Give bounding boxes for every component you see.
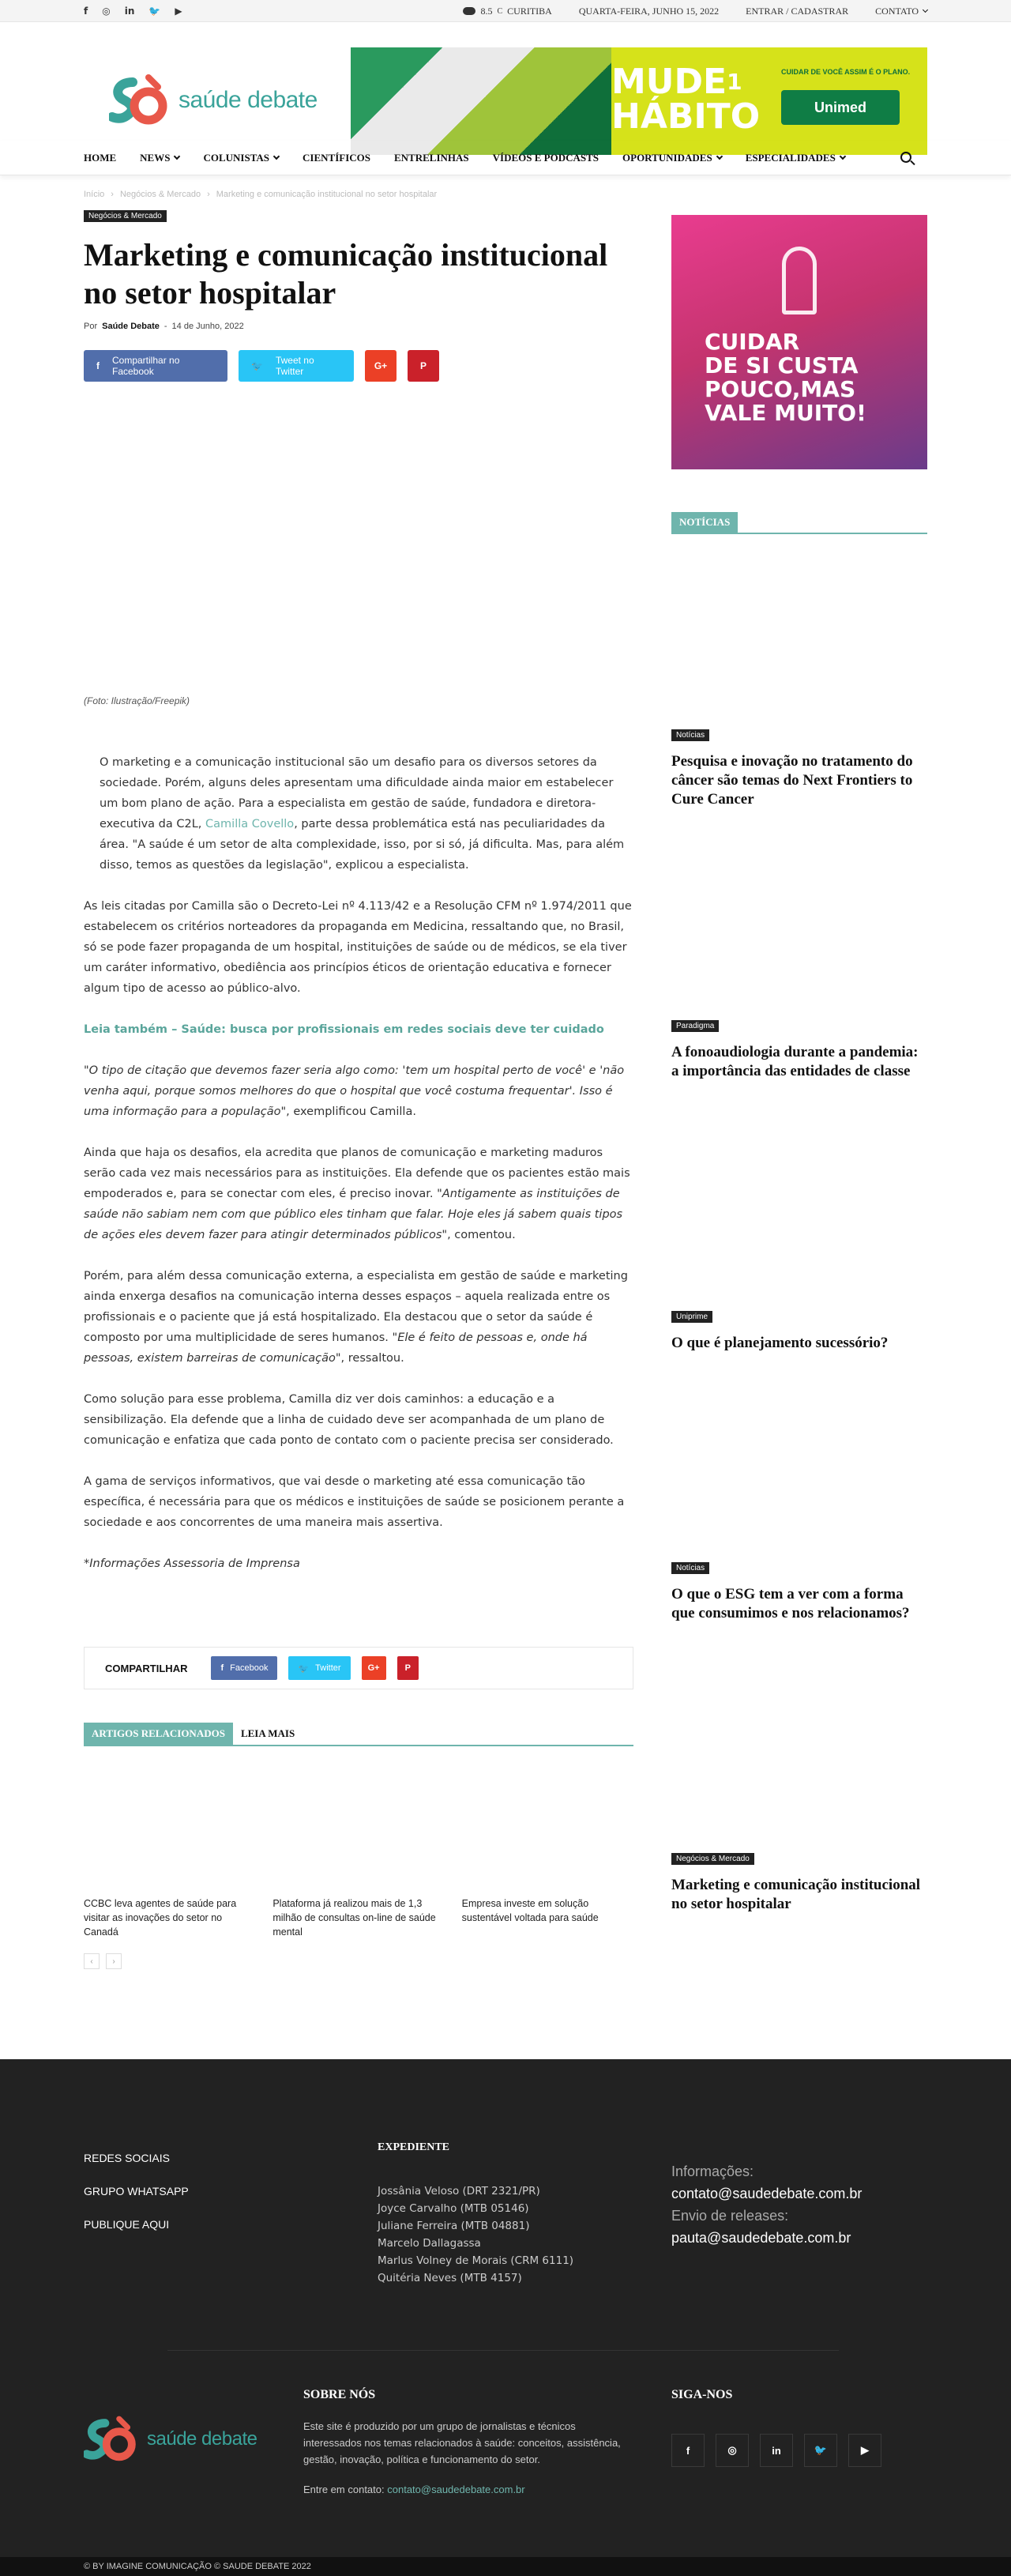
chevron-down-icon (273, 153, 280, 160)
news-item (671, 1018, 927, 1081)
by-label: Por (84, 322, 98, 331)
chevron-down-icon (174, 153, 180, 160)
nav-label: CIENTÍFICOS (303, 152, 370, 164)
article-title: Marketing e comunicação institucional no setor hospitalar (84, 237, 608, 311)
photo-credit: (Foto: Ilustração/Freepik) (84, 695, 190, 706)
twitter-icon: 🐦 (251, 360, 263, 371)
copyright: © BY IMAGINE COMUNICAÇÃO © SAUDE DEBATE 2022 (0, 2557, 1011, 2576)
staff-member: Juliane Ferreira (MTB 04881) (378, 2220, 530, 2232)
text-run: Ainda que haja os desafios, ela acredita que planos de comunicação e marketing maduros serão cada vez mais necessários para as instituições. Ela defende que os pacientes estão mais empoderados e, para se conectar com eles, é preciso inovar. (84, 1147, 630, 1200)
share-fb-label: Facebook (230, 1663, 269, 1673)
paragraph: A gama de serviços informativos, que vai desde o marketing até essa comunicação tão específica, é necessária para que os médicos e instituições de saúde se posicionem perante a sociedade e aos concorrentes de uma maneira mais assertiva. (84, 1475, 625, 1529)
breadcrumb-category[interactable]: Negócios & Mercado (119, 190, 201, 199)
footer-link-social[interactable]: REDES SOCIAIS (84, 2152, 170, 2164)
footer-links (84, 2141, 189, 2241)
google-plus-icon: G+ (367, 1663, 380, 1673)
nav-label: ENTRELINHAS (394, 152, 469, 164)
facebook-icon[interactable]: f (671, 2434, 705, 2467)
meta-separator: - (163, 322, 167, 331)
nav-home[interactable] (84, 152, 116, 164)
twitter-icon[interactable]: 🐦 (804, 2434, 837, 2467)
ad-line: DE SI CUSTA (705, 352, 859, 378)
google-plus-icon: G+ (374, 360, 388, 371)
share-buttons-top (84, 350, 633, 382)
news-item (671, 1560, 927, 1623)
share-google-button[interactable] (365, 350, 397, 382)
nav-label: VÍDEOS E PODCASTS (492, 152, 599, 164)
youtube-icon[interactable]: ▶ (175, 6, 182, 17)
footer-divider (167, 2350, 839, 2351)
share-twitter-button[interactable] (288, 1656, 350, 1680)
instagram-icon[interactable]: ◎ (716, 2434, 749, 2467)
facebook-icon[interactable]: f (84, 6, 88, 17)
about-contact (303, 2484, 635, 2495)
share-pinterest-button[interactable] (408, 350, 439, 382)
about-title: SOBRE NÓS (303, 2388, 376, 2401)
article (84, 190, 633, 1966)
text-run: Porém, para além dessa comunicação externa, a especialista em gestão de saúde e marketing ainda enxerga desafios na comunicação interna desses espaços – aquela realizada entre os profissionais e o paciente que já está hospitalizado. Ela destacou que o setor da saúde é composto por uma multiplicidade de seres humanos. (84, 1270, 628, 1344)
share-tw-label: Twitter (315, 1663, 341, 1673)
contact-email-link[interactable]: contato@saudedebate.com.br (387, 2484, 525, 2495)
logo-text: saúde debate (147, 2428, 257, 2450)
sidebar (671, 215, 927, 1912)
banner-brand: Unimed (781, 90, 900, 125)
next-page-button[interactable]: › (106, 1953, 122, 1969)
paragraph (84, 752, 633, 876)
quote: "Ele é feito de pessoas e, onde há pessoas, existem barreiras de comunicação" (84, 1331, 588, 1365)
logo-mark-icon (84, 2413, 139, 2465)
info-email-link[interactable]: contato@saudedebate.com.br (671, 2186, 863, 2201)
footer-follow (671, 2388, 881, 2467)
site-logo[interactable] (109, 71, 318, 130)
paragraph: Como solução para esse problema, Camilla diz ver dois caminhos: a educação e a sensibilização. Ela defende que a linha de cuidado deve ser acompanhada de um plano de comunicação e enfatiza que cada ponto de contato com o paciente precisa ser considerado. (84, 1393, 614, 1447)
paragraph (84, 1266, 633, 1369)
quote: "O tipo de citação que devemos fazer seria algo como: 'tem um hospital perto de você' e 'não venha aqui, porque somos melhores do que o hospital que você costuma frequentar'. Isso é uma informação para a população" (84, 1064, 625, 1118)
banner-number: 1 (727, 69, 742, 95)
text-run: , ressaltou. (340, 1352, 404, 1365)
staff-member: Marcelo Dallagassa (378, 2237, 481, 2250)
text-run: O marketing e a comunicação institucional são um desafio para os diversos setores da sociedade. Porém, alguns deles apresentam uma dificuldade ainda maior em estabelecer um bom plano de ação. Para a especialista em gestão de saúde, fundadora e diretora-executiva da C2L, (100, 756, 614, 830)
share-facebook-button[interactable] (211, 1656, 277, 1680)
awareness-ribbon-icon (782, 247, 817, 314)
share-facebook-button[interactable] (84, 350, 227, 382)
nav-videos-podcasts[interactable] (493, 152, 599, 164)
text-run: , exemplificou Camilla. (286, 1105, 416, 1118)
site-header (0, 22, 1011, 141)
related-articles (84, 1896, 633, 1939)
instagram-icon[interactable]: ◎ (102, 6, 111, 17)
news-title[interactable]: O que é planejamento sucessório? (671, 1335, 889, 1351)
city: CURITIBA (507, 5, 552, 17)
breadcrumb-current: Marketing e comunicação institucional no setor hospitalar (216, 190, 438, 199)
related-tabs (84, 1723, 633, 1746)
footer-link-whatsapp[interactable]: GRUPO WHATSAPP (84, 2185, 189, 2198)
pinterest-icon: P (419, 360, 427, 371)
top-social-links (84, 6, 182, 17)
nav-label: HOME (84, 152, 117, 164)
widget-title-label: NOTÍCIAS (671, 512, 738, 533)
author-name-link[interactable]: Camilla Covello (205, 818, 295, 830)
releases-label: Envio de releases: (671, 2208, 789, 2224)
footer-expediente (378, 2141, 573, 2287)
share-google-button[interactable] (362, 1656, 386, 1680)
quote: "Antigamente as instituições de saúde não sabiam nem com que público eles tinham que falar. Hoje eles já sabem quais tipos de ações eles devem fazer para atingir determinados públicos" (84, 1188, 623, 1241)
paragraph (84, 1143, 633, 1245)
share-box-bottom (84, 1647, 633, 1689)
staff-member: Quitéria Neves (MTB 4157) (378, 2272, 522, 2284)
ad-line: VALE MUITO! (705, 400, 866, 426)
nav-oportunidades[interactable] (622, 152, 722, 164)
paragraph: As leis citadas por Camilla são o Decreto-Lei nº 4.113/42 e a Resolução CFM nº 1.974/2011 que estabelecem os critérios norteadores da propaganda em Medicina, ressaltando que, no Brasil, só se pode fazer propaganda de um hospital, instituições de saúde ou de médicos, se ela tiver um caráter informativo, obediência aos princípios éticos de orientação educativa e fornecer algum tipo de acesso ao público-alvo. (84, 900, 632, 995)
read-also-link[interactable]: Leia também – Saúde: busca por profissionais em redes sociais deve ter cuidado (84, 1023, 604, 1036)
news-title[interactable]: Pesquisa e inovação no tratamento do câncer são temas do Next Frontiers to Cure Cancer (671, 753, 913, 808)
twitter-icon: 🐦 (298, 1663, 310, 1674)
nav-cientificos[interactable] (303, 152, 370, 164)
logo-text: saúde debate (179, 87, 318, 113)
logo-mark-icon (109, 71, 171, 130)
facebook-icon: f (96, 360, 100, 371)
breadcrumb-separator: › (111, 190, 114, 199)
nav-news[interactable] (140, 152, 179, 164)
nav-colunistas[interactable] (203, 152, 279, 164)
weather-widget (463, 6, 551, 17)
nav-especialidades[interactable] (746, 152, 845, 164)
article-body (84, 752, 633, 1595)
header-ad-banner[interactable] (351, 47, 927, 155)
paragraph (84, 1060, 633, 1122)
related-pager (84, 1953, 122, 1969)
tab-related-articles[interactable]: ARTIGOS RELACIONADOS (84, 1723, 233, 1745)
ad-line: POUCO,MAS (705, 376, 856, 402)
search-icon[interactable] (900, 152, 911, 163)
facebook-icon: f (220, 1663, 224, 1673)
staff-member: Joyce Carvalho (MTB 05146) (378, 2202, 529, 2215)
releases-email-link[interactable]: pauta@saudedebate.com.br (671, 2230, 851, 2246)
breadcrumb (84, 190, 633, 199)
about-text: Este site é produzido por um grupo de jornalistas e técnicos interessados nos temas relacionados à saúde: conceitos, assistência, gestão, inovação, política e funcionamento do setor. (303, 2420, 621, 2465)
text-run: , comentou. (447, 1229, 516, 1241)
chevron-down-icon (716, 153, 722, 160)
contact-menu[interactable] (875, 6, 927, 17)
share-twitter-button[interactable] (239, 350, 354, 382)
ad-line: CUIDAR (705, 329, 800, 355)
cloud-icon (463, 7, 475, 15)
news-title[interactable]: O que o ESG tem a ver com a forma que consumimos e nos relacionamos? (671, 1586, 910, 1621)
related-article[interactable]: Plataforma já realizou mais de 1,3 milhão de consultas on-line de saúde mental (272, 1898, 436, 1938)
top-bar (0, 0, 1011, 22)
linkedin-icon[interactable]: in (124, 6, 135, 17)
pinterest-icon: P (404, 1663, 411, 1673)
footer-about (303, 2388, 635, 2495)
share-fb-label: Compartilhar no Facebook (112, 355, 180, 377)
main-navigation (0, 141, 1011, 175)
footer-contacts (671, 2160, 862, 2249)
follow-title: SIGA-NOS (671, 2388, 733, 2401)
banner-title-line1: MUDE (611, 62, 727, 102)
tab-read-more[interactable]: LEIA MAIS (240, 1727, 295, 1739)
nav-label: OPORTUNIDADES (622, 152, 712, 164)
temperature: 8.5 (480, 5, 493, 17)
author-link[interactable]: Saúde Debate (102, 322, 160, 331)
source-note-text: *Informações Assessoria de Imprensa (84, 1557, 300, 1570)
news-item (671, 1309, 927, 1353)
news-item (671, 1851, 927, 1914)
text-run: , parte dessa problemática está nas peculiaridades da área. "A saúde é um setor de alta complexidade, isso, por si só, já dificulta. Mas, para além disso, temos as questões da legislação", explicou a especialista. (100, 818, 625, 872)
news-widget-title (671, 512, 927, 534)
footer (0, 2059, 1011, 2557)
footer-link-publish[interactable]: PUBLIQUE AQUI (84, 2218, 170, 2231)
staff-member: Jossânia Veloso (DRT 2321/PR) (378, 2185, 540, 2198)
share-label: COMPARTILHAR (105, 1662, 188, 1674)
news-tag[interactable]: Negócios & Mercado (671, 1853, 754, 1865)
login-link[interactable]: ENTRAR / CADASTRAR (746, 5, 849, 17)
footer-social-icons (671, 2434, 881, 2467)
current-date: QUARTA-FEIRA, JUNHO 15, 2022 (578, 5, 720, 17)
banner-title-line2: HÁBITO (611, 96, 761, 137)
youtube-icon[interactable]: ▶ (848, 2434, 881, 2467)
nav-label: ESPECIALIDADES (745, 152, 836, 164)
article-meta (84, 322, 633, 331)
breadcrumb-home[interactable]: Início (84, 190, 105, 199)
news-title[interactable]: A fonoaudiologia durante a pandemia: a importância das entidades de classe (671, 1044, 919, 1079)
info-label: Informações: (671, 2164, 754, 2179)
news-tag[interactable]: Uniprime (671, 1311, 712, 1323)
category-tag[interactable]: Negócios & Mercado (84, 210, 167, 222)
source-note (84, 1554, 633, 1574)
chevron-down-icon (923, 6, 928, 12)
nav-entrelinhas[interactable] (394, 152, 469, 164)
share-pinterest-button[interactable] (397, 1656, 419, 1680)
breadcrumb-separator: › (207, 190, 210, 199)
sidebar-ad[interactable] (671, 215, 927, 469)
news-tag[interactable]: Notícias (671, 1562, 709, 1574)
news-item (671, 727, 927, 809)
staff-list (378, 2182, 573, 2287)
banner-tagline: CUIDAR DE VOCÊ ASSIM É O PLANO. (781, 68, 911, 76)
related-article[interactable]: Empresa investe em solução sustentável voltada para saúde (461, 1898, 599, 1923)
publish-date: 14 de Junho, 2022 (171, 322, 244, 331)
chevron-down-icon (840, 153, 846, 160)
nav-label: NEWS (140, 152, 171, 164)
banner-title (611, 62, 761, 137)
contact-label: CONTATO (875, 5, 919, 17)
news-tag[interactable]: Notícias (671, 729, 709, 741)
sidebar-ad-text (705, 330, 866, 425)
staff-member: Marlus Volney de Morais (CRM 6111) (378, 2254, 574, 2267)
news-title[interactable]: Marketing e comunicação institucional no setor hospitalar (671, 1877, 921, 1912)
prev-page-button[interactable]: ‹ (84, 1953, 100, 1969)
news-tag[interactable]: Paradigma (671, 1020, 719, 1032)
expediente-title: EXPEDIENTE (378, 2141, 450, 2153)
share-tw-label: Tweet no Twitter (275, 355, 314, 377)
footer-logo[interactable] (84, 2413, 257, 2465)
contact-label: Entre em contato: (303, 2484, 385, 2495)
linkedin-icon[interactable]: in (760, 2434, 793, 2467)
nav-label: COLUNISTAS (203, 152, 270, 164)
twitter-icon[interactable]: 🐦 (148, 6, 161, 17)
temperature-unit: C (497, 6, 503, 16)
banner-image (351, 47, 611, 155)
related-article[interactable]: CCBC leva agentes de saúde para visitar as inovações do setor no Canadá (84, 1898, 237, 1938)
